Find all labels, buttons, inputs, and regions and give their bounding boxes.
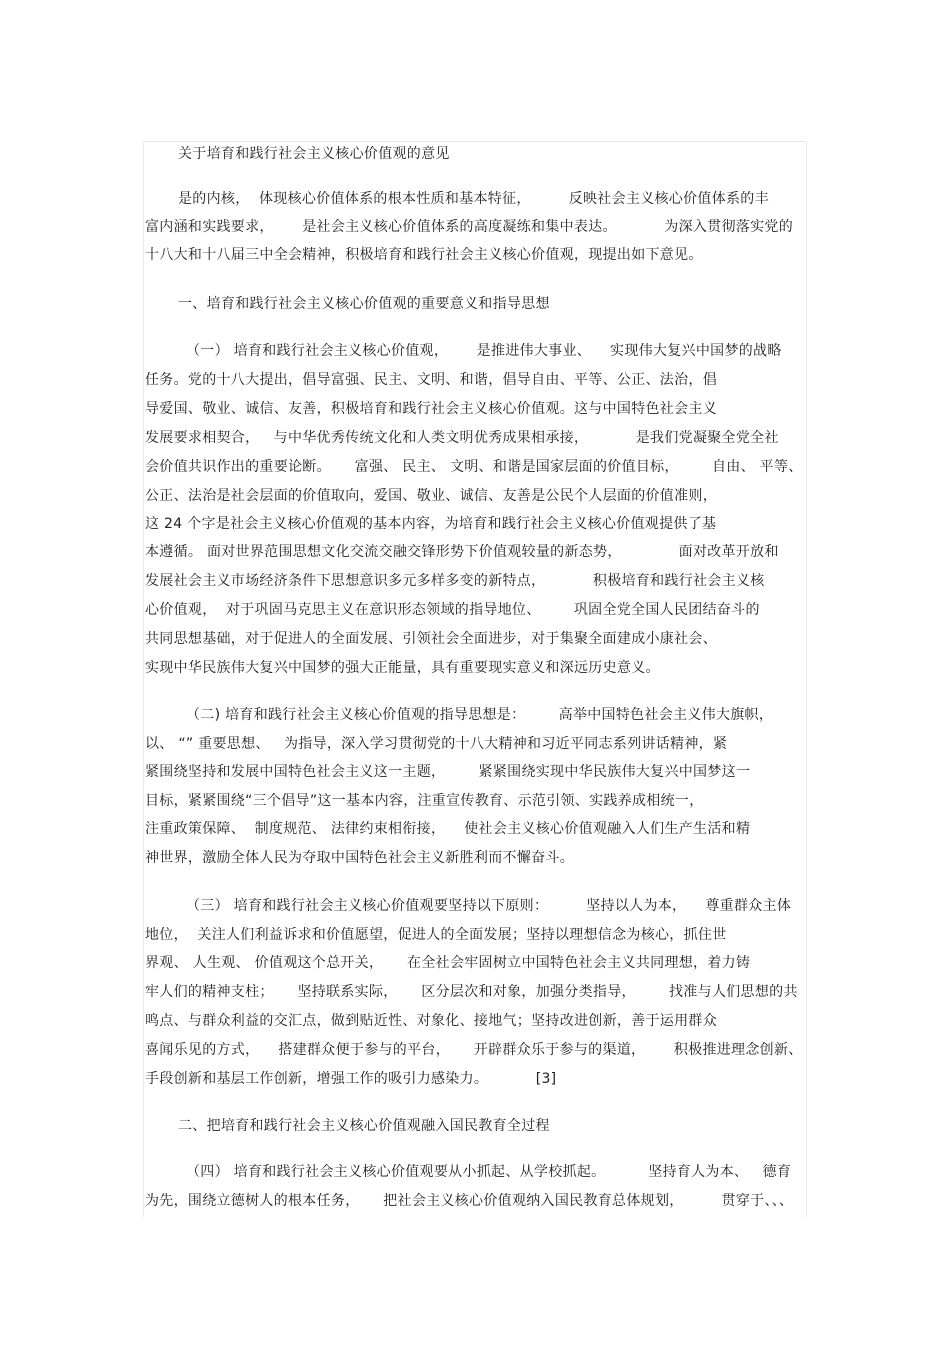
para3-line-2: 地位， 关注人们利益诉求和价值愿望，促进人的全面发展；坚持以理想信念为核心，抓住世 (145, 927, 727, 943)
para1-line-7: 这 24 个字是社会主义核心价值观的基本内容，为培育和践行社会主义核心价值观提供了基 (145, 516, 717, 532)
intro-line-3: 十八大和十八届三中全会精神，积极培育和践行社会主义核心价值观，现提出如下意见。 (145, 247, 703, 263)
para1-line-10: 心价值观， 对于巩固马克思主义在意识形态领域的指导地位、 巩固全党全国人民团结奋斗的 (145, 602, 760, 618)
intro-line-2: 富内涵和实践要求， 是社会主义核心价值体系的高度凝练和集中表达。 为深入贯彻落实党的 (145, 219, 793, 235)
para3-line-7: 手段创新和基层工作创新，增强工作的吸引力感染力。 [3] (145, 1071, 557, 1087)
para2-line-5: 注重政策保障、 制度规范、 法律约束相衔接， 使社会主义核心价值观融入人们生产生活和精 (145, 821, 751, 837)
para1-line-6: 公正、法治是社会层面的价值取向，爱国、敬业、诚信、友善是公民个人层面的价值准则， (145, 488, 717, 504)
para3-line-3: 界观、 人生观、 价值观这个总开关， 在全社会牢固树立中国特色社会主义共同理想，着力铸 (145, 955, 751, 971)
para3-line-1: （三） 培育和践行社会主义核心价值观要坚持以下原则： 坚持以人为本， 尊重群众主体 (186, 898, 792, 914)
para2-line-3: 紧围绕坚持和发展中国特色社会主义这一主题， 紧紧围绕实现中华民族伟大复兴中国梦这一 (145, 764, 751, 780)
para2-line-6: 神世界，激励全体人民为夺取中国特色社会主义新胜利而不懈奋斗。 (145, 850, 574, 866)
para1-line-12: 实现中华民族伟大复兴中国梦的强大正能量，具有重要现实意义和深远历史意义。 (145, 660, 660, 676)
para1-line-4: 发展要求相契合， 与中华优秀传统文化和人类文明优秀成果相承接， 是我们党凝聚全党全社 (145, 430, 779, 446)
para1-line-11: 共同思想基础，对于促进人的全面发展、引领社会全面进步，对于集聚全面建成小康社会、 (145, 631, 717, 647)
section-1-heading: 一、培育和践行社会主义核心价值观的重要意义和指导思想 (178, 296, 550, 312)
intro-line-1: 是的内核， 体现核心价值体系的根本性质和基本特征， 反映社会主义核心价值体系的丰 (178, 191, 769, 207)
para2-line-4: 目标，紧紧围绕“三个倡导”这一基本内容，注重宣传教育、示范引领、实践养成相统一， (145, 793, 704, 809)
para3-line-5: 鸣点、与群众利益的交汇点，做到贴近性、对象化、接地气；坚持改进创新，善于运用群众 (145, 1013, 717, 1029)
para3-line-4: 牢人们的精神支柱； 坚持联系实际， 区分层次和对象，加强分类指导， 找准与人们思想的共 (145, 984, 798, 1000)
para1-line-3: 导爱国、敬业、诚信、友善，积极培育和践行社会主义核心价值观。这与中国特色社会主义 (145, 401, 717, 417)
para4-line-1: （四） 培育和践行社会主义核心价值观要从小抓起、从学校抓起。 坚持育人为本、 德育 (186, 1164, 792, 1180)
document-title: 关于培育和践行社会主义核心价值观的意见 (178, 146, 450, 162)
para4-line-2: 为先，围绕立德树人的根本任务， 把社会主义核心价值观纳入国民教育总体规划， 贯穿于、、、 (145, 1193, 794, 1209)
para1-line-9: 发展社会主义市场经济条件下思想意识多元多样多变的新特点， 积极培育和践行社会主义核 (145, 573, 765, 589)
para1-line-8: 本遵循。 面对世界范围思想文化交流交融交锋形势下价值观较量的新态势， 面对改革开放和 (145, 544, 779, 560)
para1-line-2: 任务。党的十八大提出，倡导富强、民主、文明、和谐，倡导自由、平等、公正、法治，倡 (145, 372, 717, 388)
para3-line-6: 喜闻乐见的方式， 搭建群众便于参与的平台， 开辟群众乐于参与的渠道， 积极推进理念创新、 (145, 1042, 803, 1058)
para2-line-2: 以、 “” 重要思想、 为指导，深入学习贯彻党的十八大精神和习近平同志系列讲话精神，紧 (145, 736, 728, 752)
section-2-heading: 二、把培育和践行社会主义核心价值观融入国民教育全过程 (178, 1118, 550, 1134)
para2-line-1: （二) 培育和践行社会主义核心价值观的指导思想是： 高举中国特色社会主义伟大旗帜， (186, 707, 774, 723)
para1-line-1: （一） 培育和践行社会主义核心价值观， 是推进伟大事业、 实现伟大复兴中国梦的战略 (186, 343, 782, 359)
para1-line-5: 会价值共识作出的重要论断。 富强、 民主、 文明、和谐是国家层面的价值目标， 自由、 平等、 (145, 459, 803, 475)
